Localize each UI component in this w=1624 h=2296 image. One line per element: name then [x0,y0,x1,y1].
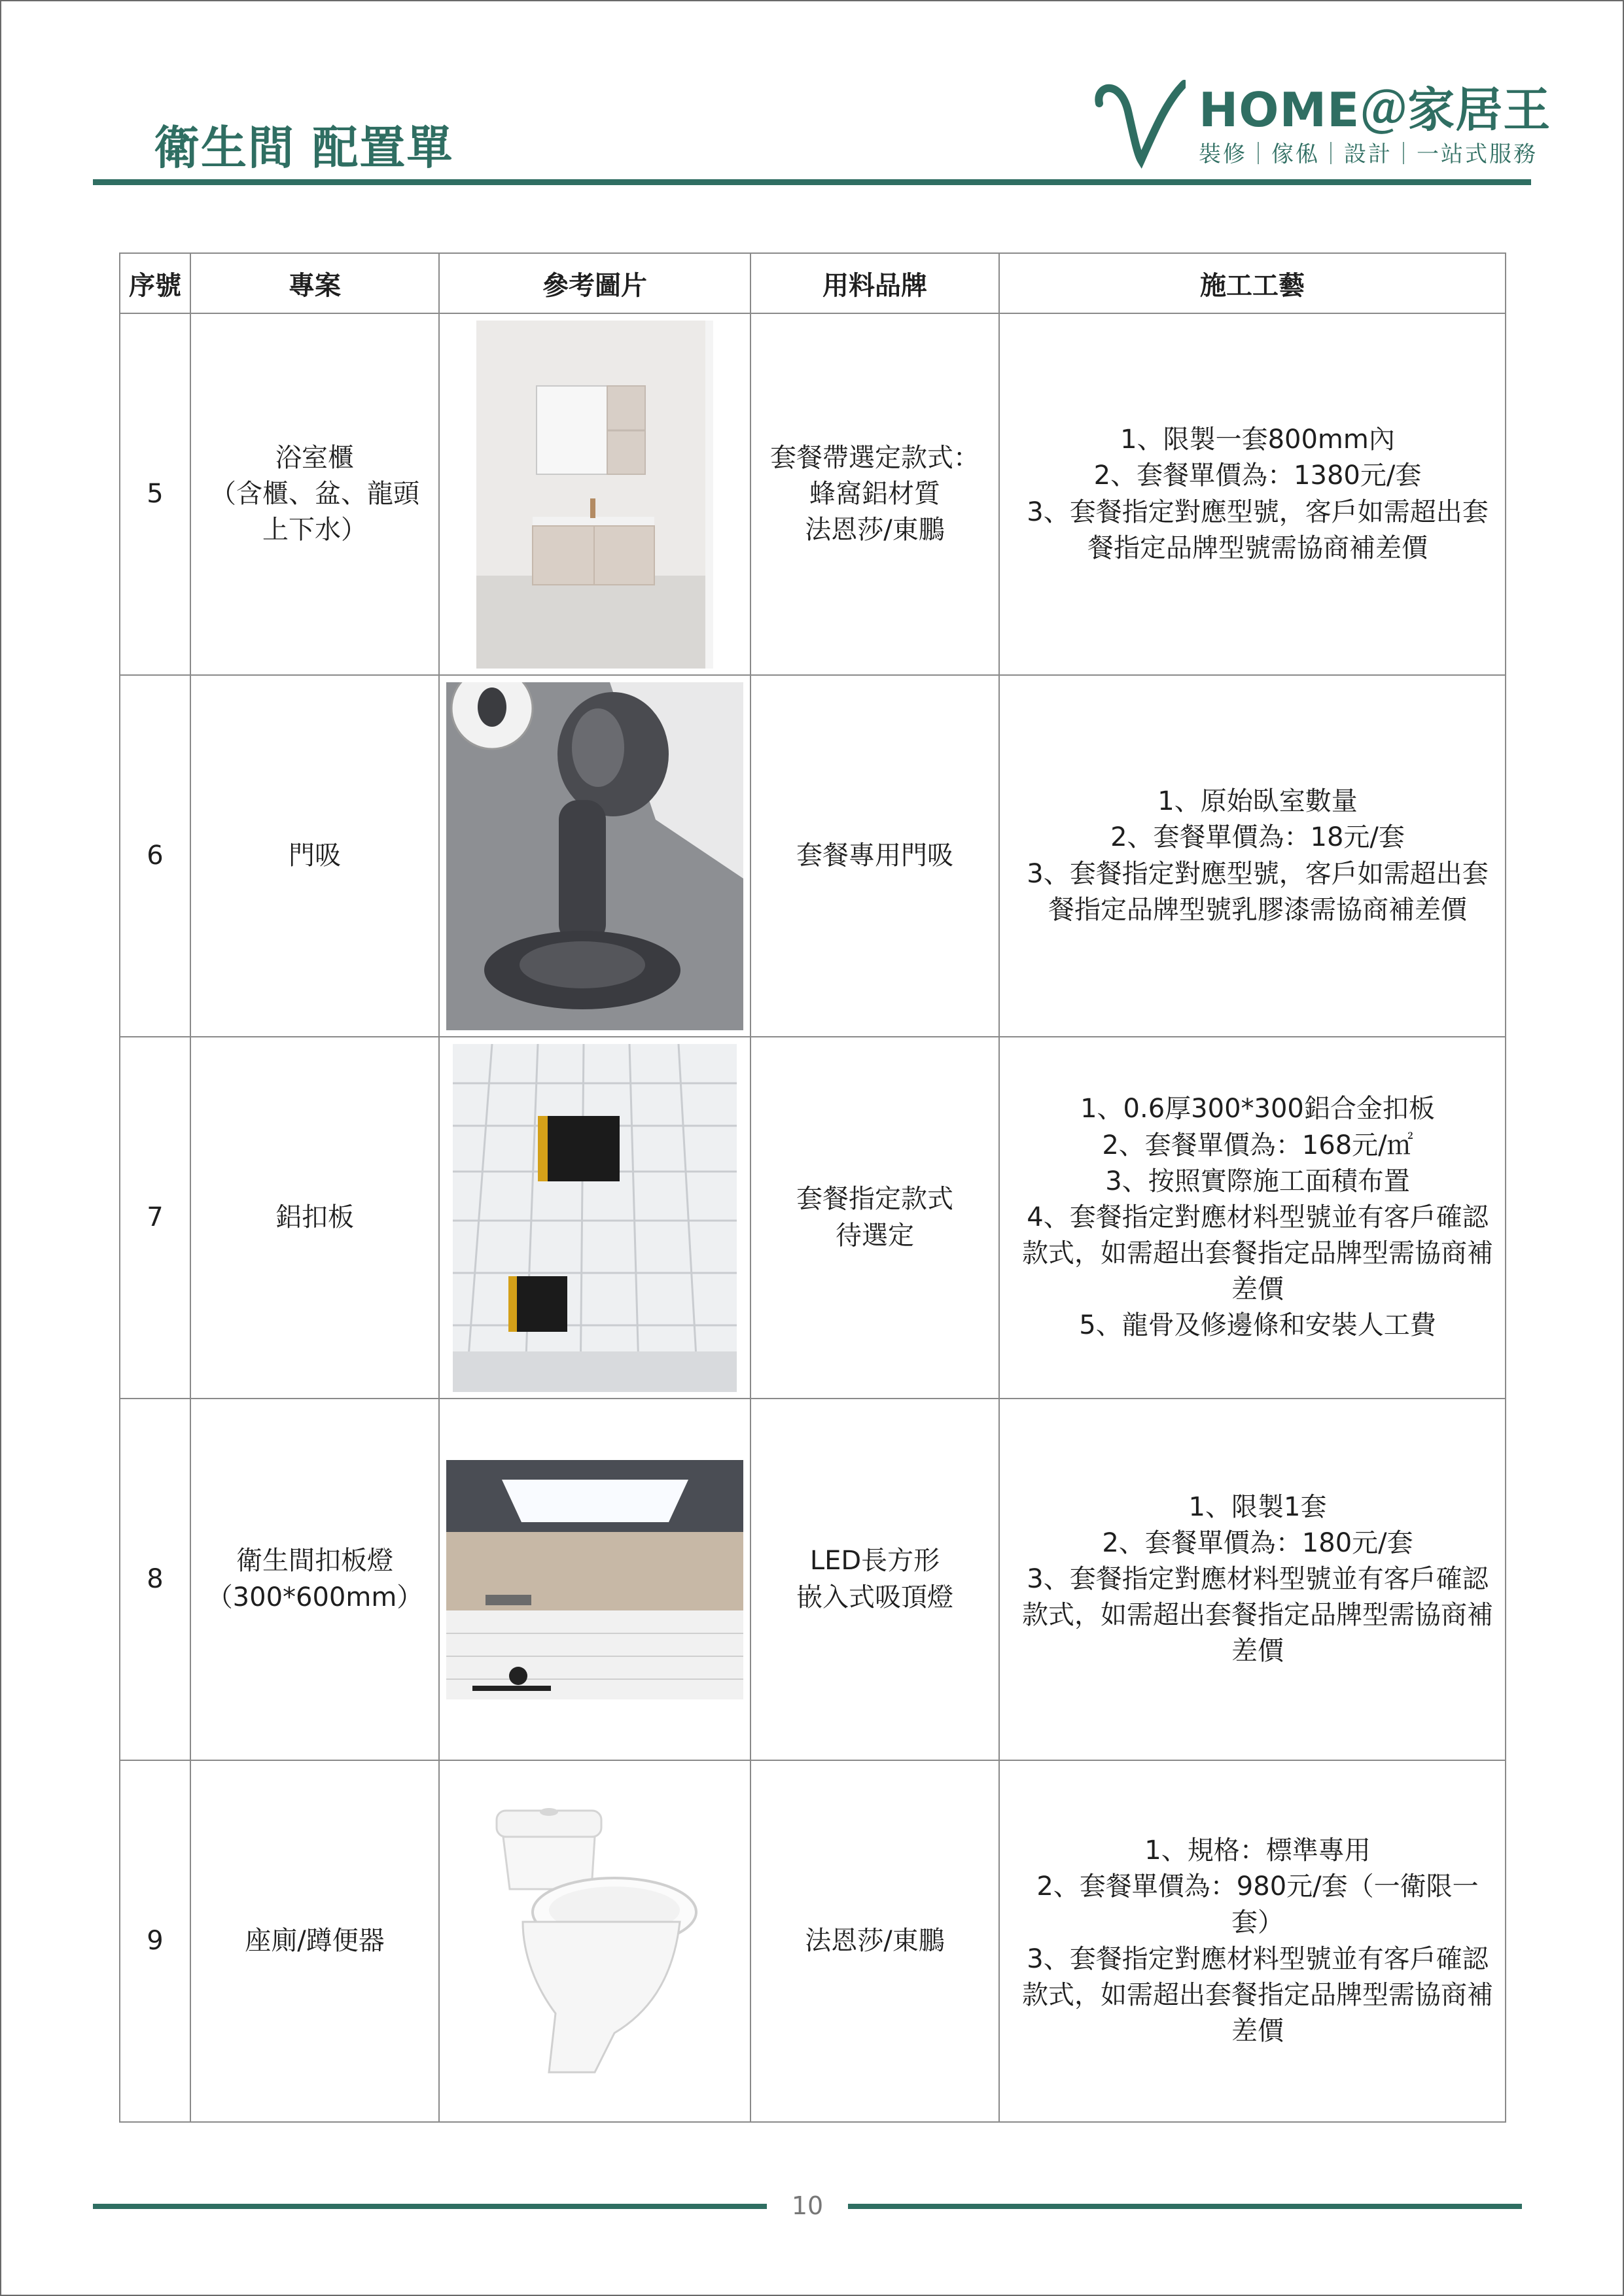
item-name [190,675,439,1037]
row-number: 8 [120,1399,190,1760]
brand-line: 套餐專用門吸 [796,840,953,871]
row-number: 5 [120,313,190,675]
brand-line: LED長方形 [809,1546,940,1576]
craft-line: 2、套餐單價為：168元/㎡ [1102,1130,1413,1160]
reference-image-cell [439,313,750,675]
item-line: 浴室櫃 [275,442,354,473]
craft-cell [999,1037,1506,1399]
footer-rule-left [93,2204,767,2209]
craft-line: 2、套餐單價為：18元/套 [1110,822,1405,853]
craft-cell [999,675,1506,1037]
configuration-table [119,252,1506,2123]
column-header-craft: 施工工藝 [999,253,1506,313]
craft-line: 3、套餐指定對應型號，客戶如需超出套餐指定品牌型號乳膠漆需協商補差價 [1027,858,1489,925]
brand-line: 嵌入式吸頂燈 [796,1582,953,1612]
table-row [120,1760,1506,2122]
item-name [190,1399,439,1760]
column-header-image: 參考圖片 [439,253,750,313]
brand-cell [750,313,999,675]
table-row [120,1399,1506,1760]
reference-image-cell [439,1399,750,1760]
panel-light-photo-icon [446,1460,743,1699]
door-stopper-photo-icon [446,682,743,1030]
row-number: 9 [120,1760,190,2122]
item-line: （含櫃、盆、龍頭 [210,478,419,509]
craft-line: 1、0.6厚300*300鋁合金扣板 [1080,1094,1435,1124]
header-rule [93,179,1531,185]
brand-line: 法恩莎/東鵬 [805,515,945,546]
table-row [120,313,1506,675]
craft-line: 1、限製一套800mm內 [1120,425,1395,455]
item-line: 衛生間扣板燈 [236,1546,393,1576]
table-header-row [120,253,1506,313]
craft-line: 3、套餐指定對應材料型號並有客戶確認款式，如需超出套餐指定品牌型需協商補差價 [1022,1943,1493,2046]
craft-line: 1、規格：標準專用 [1144,1835,1371,1866]
footer-rule-right [848,2204,1522,2209]
brand-line: 套餐帶選定款式： [770,442,980,473]
v-logo-icon [1094,72,1186,170]
logo-wordmark: HOME＠家居王 [1199,82,1551,137]
brand-cell [750,1760,999,2122]
page-number: 10 [791,2191,824,2220]
brand-line: 套餐指定款式 [796,1184,953,1215]
reference-image-cell [439,1760,750,2122]
brand-line: 法恩莎/東鵬 [805,1925,945,1956]
craft-line: 1、原始臥室數量 [1157,786,1358,817]
aluminum-ceiling-photo-icon [453,1044,737,1392]
brand-cell [750,675,999,1037]
table-row [120,1037,1506,1399]
item-line: 門吸 [289,840,341,871]
toilet-photo-icon [484,1798,706,2085]
column-header-brand: 用料品牌 [750,253,999,313]
item-name [190,313,439,675]
craft-cell [999,1399,1506,1760]
craft-line: 2、套餐單價為：980元/套（一衛限一套） [1036,1871,1479,1938]
craft-line: 2、套餐單價為：1380元/套 [1093,461,1422,491]
item-line: 上下水） [262,515,367,546]
craft-line: 2、套餐單價為：180元/套 [1102,1527,1413,1558]
craft-line: 3、按照實際施工面積布置 [1105,1166,1410,1196]
craft-line: 5、龍骨及修邊條和安裝人工費 [1079,1310,1436,1341]
craft-cell [999,313,1506,675]
item-name [190,1037,439,1399]
column-header-no: 序號 [120,253,190,313]
item-line: （300*600mm） [206,1582,423,1612]
item-line: 座廁/蹲便器 [245,1925,385,1956]
item-line: 鋁扣板 [275,1202,354,1232]
bathroom-cabinet-photo-icon [476,321,713,669]
page-title: 衛生間 配置單 [154,121,454,175]
item-name [190,1760,439,2122]
craft-cell [999,1760,1506,2122]
reference-image-cell [439,675,750,1037]
brand-logo [1094,72,1551,170]
brand-line: 蜂窩鋁材質 [809,478,940,509]
row-number: 7 [120,1037,190,1399]
logo-tagline: 裝修｜傢俬｜設計｜一站式服務 [1199,141,1538,167]
reference-image-cell [439,1037,750,1399]
craft-line: 4、套餐指定對應材料型號並有客戶確認款式，如需超出套餐指定品牌型需協商補差價 [1022,1202,1493,1305]
brand-line: 待選定 [836,1220,914,1251]
craft-line: 3、套餐指定對應材料型號並有客戶確認款式，如需超出套餐指定品牌型需協商補差價 [1022,1563,1493,1667]
brand-cell [750,1399,999,1760]
row-number: 6 [120,675,190,1037]
brand-cell [750,1037,999,1399]
column-header-item: 專案 [190,253,439,313]
craft-line: 1、限製1套 [1188,1491,1327,1522]
craft-line: 3、套餐指定對應型號，客戶如需超出套餐指定品牌型號需協商補差價 [1027,496,1489,563]
table-row [120,675,1506,1037]
